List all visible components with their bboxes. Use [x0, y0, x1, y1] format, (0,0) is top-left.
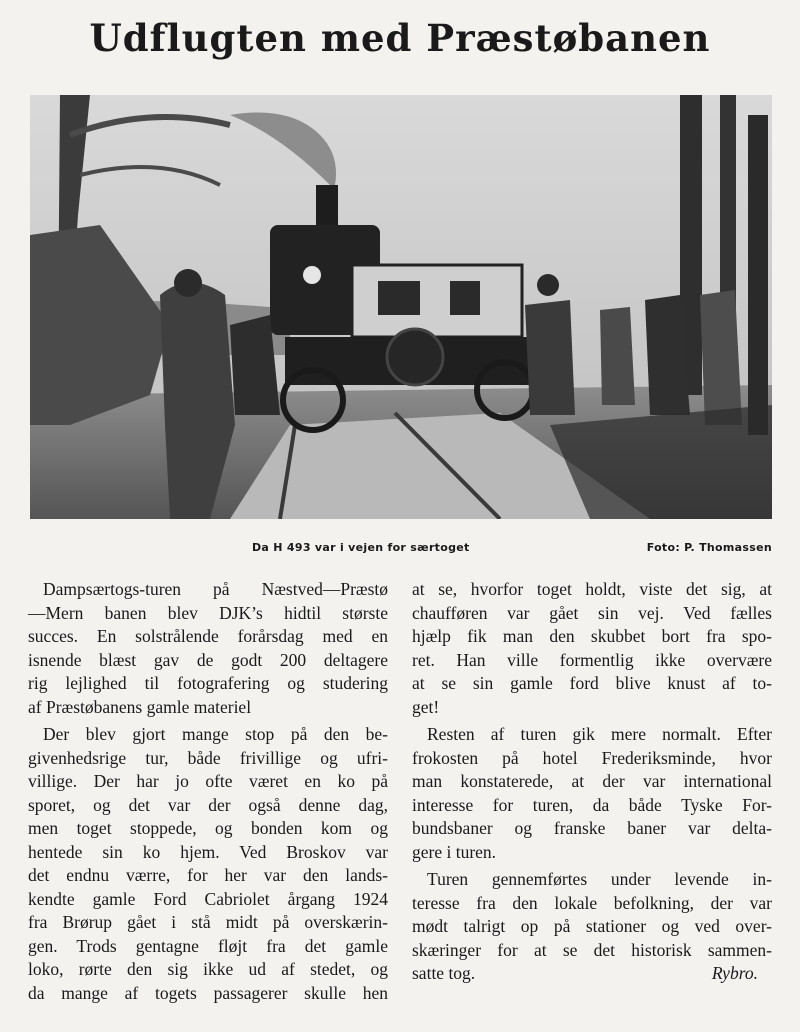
headline: Udflugten med Præstøbanen — [89, 16, 711, 60]
article-line: frokosten på hotel Frederiksminde, hvor — [412, 747, 772, 768]
article-line: det endnu værre, for her var den lands- — [28, 865, 388, 885]
article-line: chaufføren var gået sin vej. Ved fælles — [412, 602, 772, 623]
article-line: at se, hvorfor toget holdt, viste det sig, at — [412, 579, 772, 599]
article-line: bundsbaner og franske baner var delta- — [412, 818, 772, 838]
article-column-left — [28, 578, 388, 1005]
photo-caption-row — [30, 541, 772, 559]
article-line: men toget stoppede, og bonden kom og — [28, 818, 388, 838]
author-signature: Rybro. — [711, 963, 758, 983]
article-line: man konstaterede, at der var international — [412, 771, 772, 791]
article-line: gen. Trods gentagne fløjt fra det gamle — [28, 935, 388, 956]
article-line: da mange af togets passagerer skulle hen — [28, 982, 388, 1003]
article-line: hentede sin ko hjem. Ved Broskov var — [28, 841, 388, 862]
photo-locomotive-and-car — [30, 95, 772, 519]
article-line: rig lejlighed til fotografering og studering — [28, 673, 388, 693]
closing-line — [412, 962, 772, 986]
article-line: skæringer for at se det historisk sammen- — [412, 939, 772, 960]
article-line: Der blev gjort mange stop på den be- — [43, 724, 388, 744]
article-line: sporet, og det var der også denne dag, — [28, 794, 388, 815]
article-line: teresse fra den lokale befolkning, der var — [412, 892, 772, 913]
photo-illustration — [30, 95, 772, 519]
article-line: get! — [412, 696, 440, 717]
article-line: —Mern banen blev DJK’s hidtil største — [28, 602, 388, 623]
article-line: kendte gamle Ford Cabriolet årgang 1924 — [28, 888, 388, 909]
article-line: Resten af turen gik mere normalt. Efter — [427, 724, 772, 744]
article-line: villige. Der har jo ofte været en ko på — [28, 771, 388, 791]
article-line: af Præstøbanens gamle materiel — [28, 696, 252, 717]
article-column-right — [412, 578, 772, 986]
article-line: succes. En solstrålende forårsdag med en — [28, 626, 388, 646]
article-line: hjælp fik man den skubbet bort fra spo- — [412, 626, 772, 646]
article-line: loko, rørte den sig ikke ud af stedet, og — [28, 959, 388, 979]
article-line: givenhedsrige tur, både frivillige og ufri- — [28, 747, 388, 768]
article-line: at se sin gamle ford blive knust af to- — [412, 673, 772, 693]
article-line: mødt talrigt op på stationer og ved over- — [412, 916, 772, 936]
photo-credit: Foto: P. Thomassen — [646, 541, 772, 554]
photo-caption: Da H 493 var i vejen for særtoget — [252, 541, 470, 554]
article-line: isnende blæst gav de godt 200 deltagere — [28, 649, 388, 670]
article-line: Turen gennemførtes under levende in- — [427, 869, 772, 889]
article-line: Dampsærtogs-turen på Næstved—Præstø — [43, 579, 388, 599]
closing-text: satte tog. — [412, 963, 476, 983]
article-line: fra Brørup gået i stå midt på overskærin- — [28, 912, 388, 932]
article-line: gere i turen. — [412, 841, 497, 862]
article-line: ret. Han ville formentlig ikke overvære — [412, 649, 772, 670]
article-line: interesse for turen, da både Tyske For- — [412, 794, 772, 815]
